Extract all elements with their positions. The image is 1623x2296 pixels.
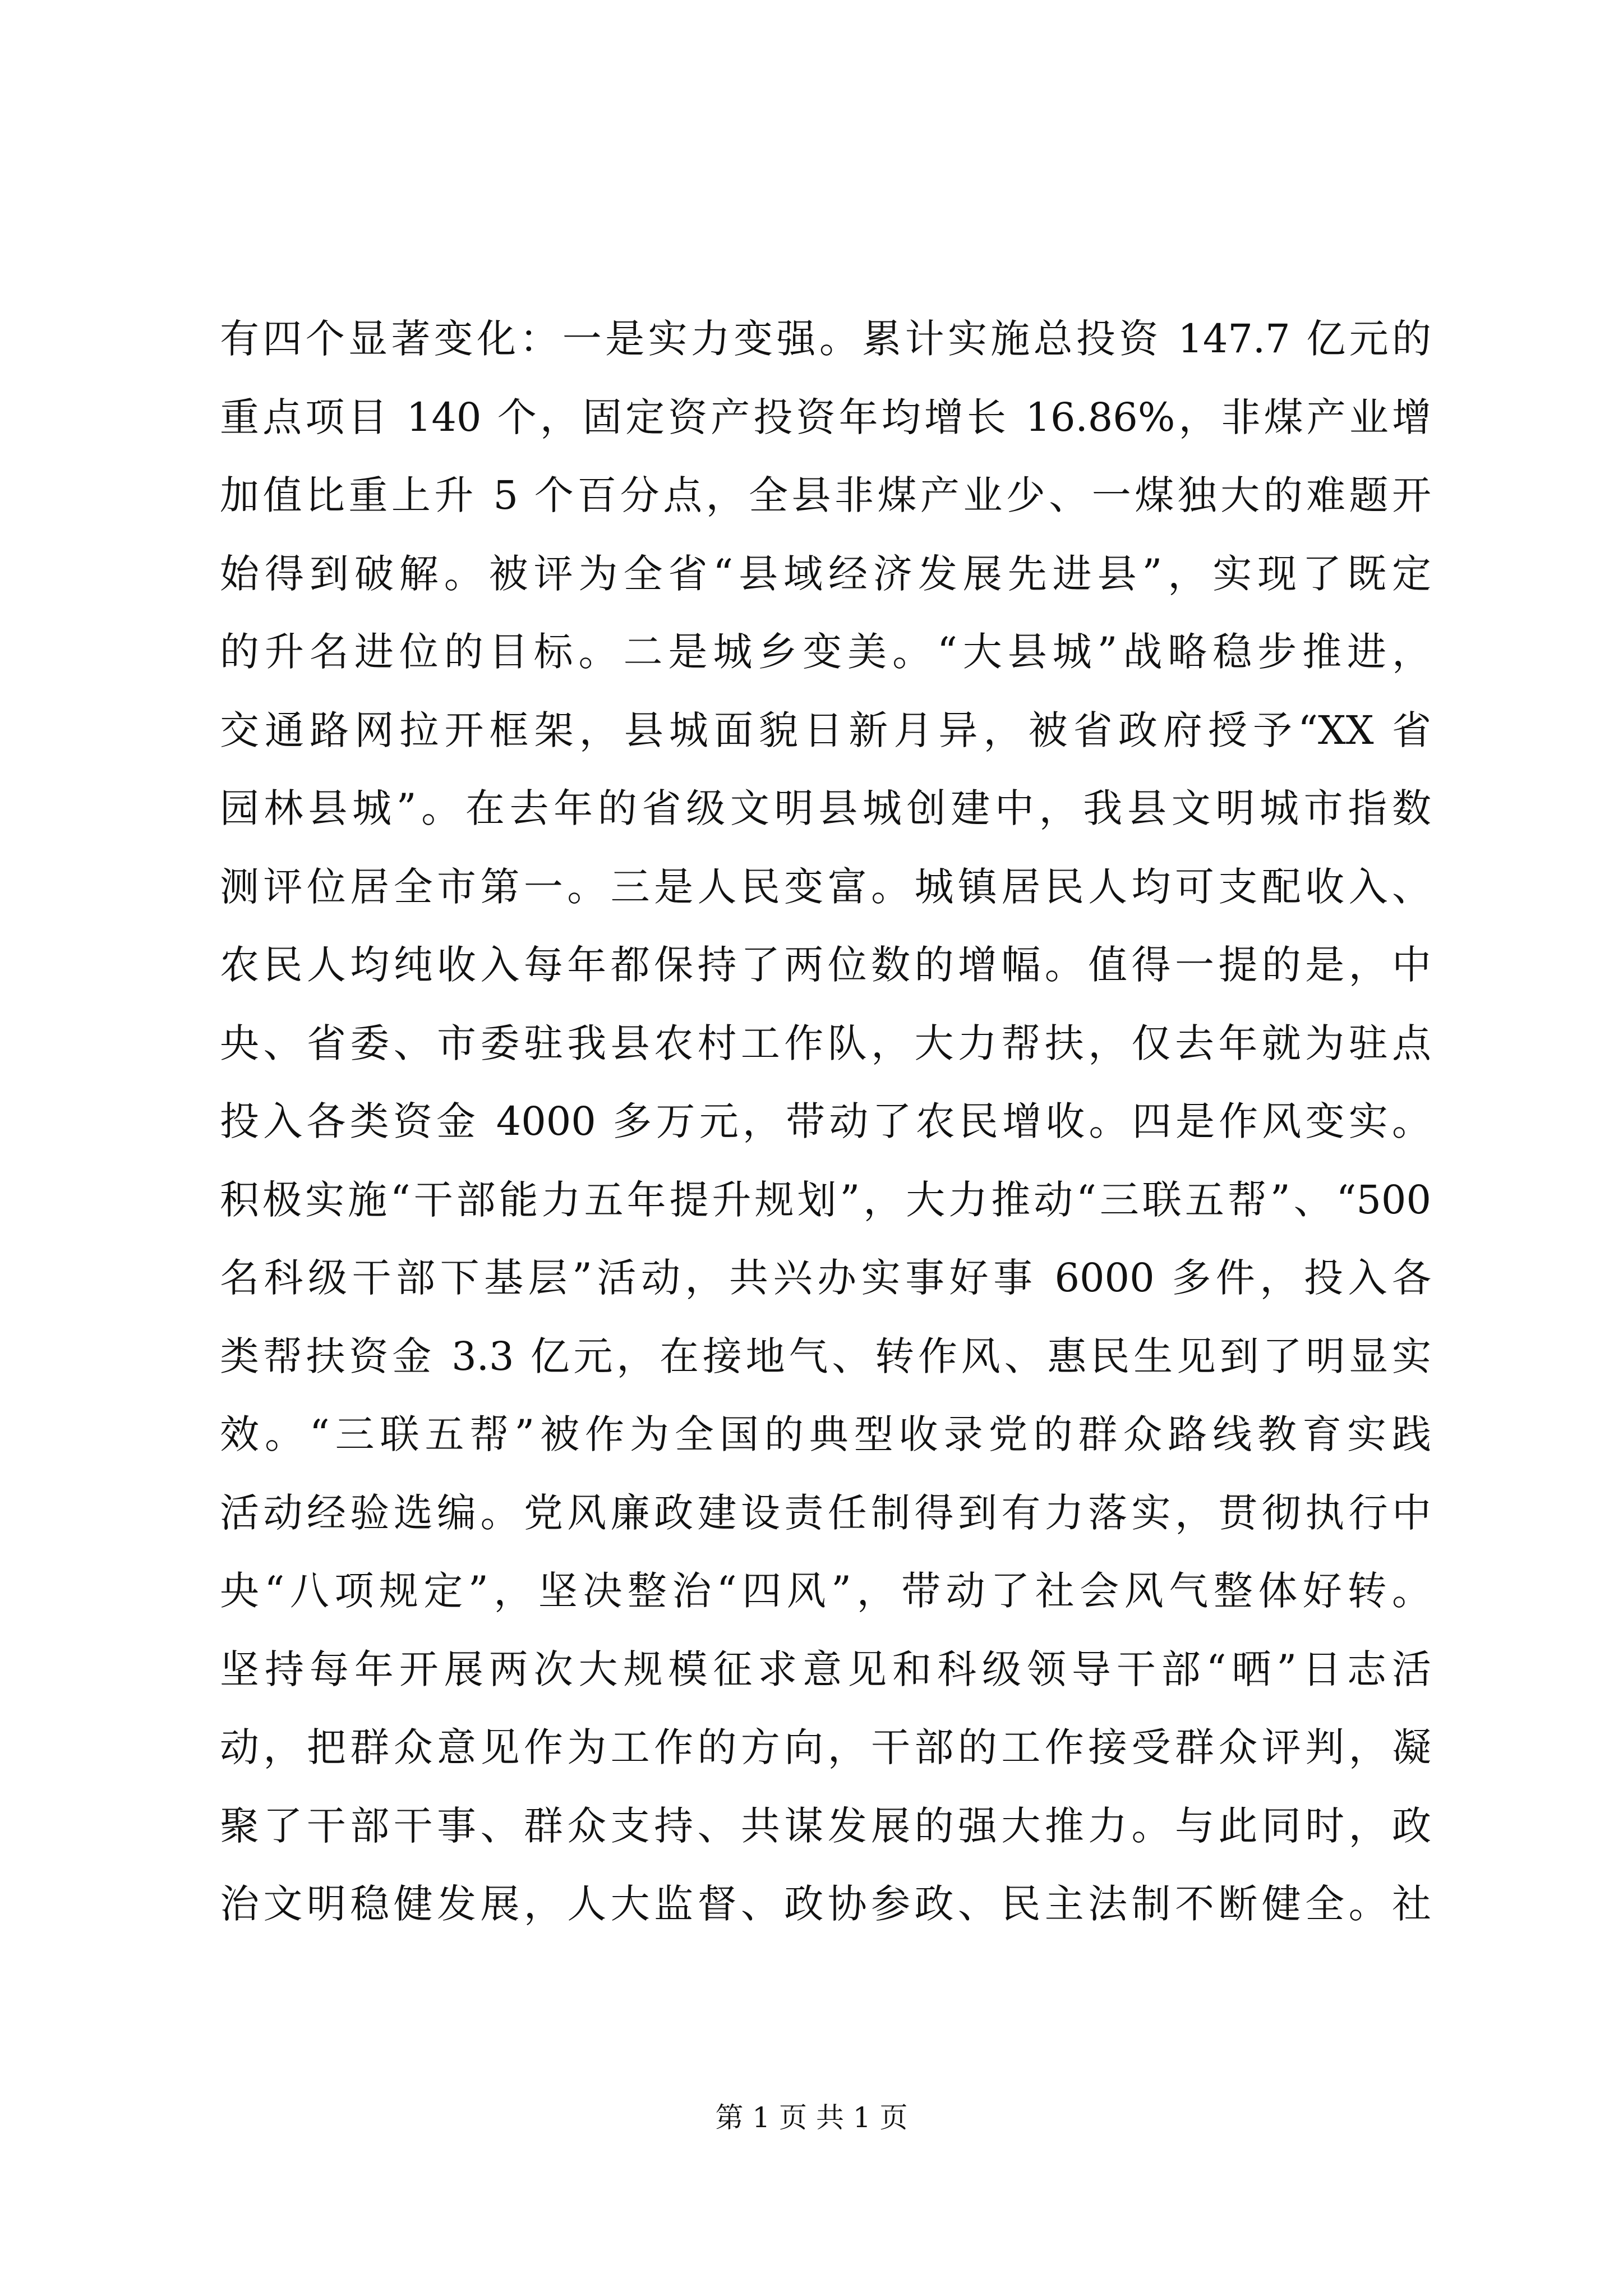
text-line: 央、省委、市委驻我县农村工作队，大力帮扶，仅去年就为驻点 [220,1020,1431,1066]
text-line: 交通路网拉开框架，县城面貌日新月异，被省政府授予“XX 省 [220,707,1431,753]
page-footer [0,2098,1623,2137]
text-line: 活动经验选编。党风廉政建设责任制得到有力落实，贯彻执行中 [220,1489,1431,1536]
text-line: 类帮扶资金 3.3 亿元，在接地气、转作风、惠民生见到了明显实 [220,1333,1431,1379]
text-line: 加值比重上升 5 个百分点，全县非煤产业少、一煤独大的难题开 [220,472,1431,518]
page-number-label: 第 1 页 共 1 页 [715,2101,908,2134]
text-line: 始得到破解。被评为全省“县域经济发展先进县”，实现了既定 [220,550,1431,597]
text-line: 治文明稳健发展，人大监督、政协参政、民主法制不断健全。社 [220,1881,1431,1927]
text-line: 效。“三联五帮”被作为全国的典型收录党的群众路线教育实践 [220,1411,1431,1457]
text-line: 坚持每年开展两次大规模征求意见和科级领导干部“晒”日志活 [220,1646,1431,1692]
text-line: 动，把群众意见作为工作的方向，干部的工作接受群众评判，凝 [220,1724,1431,1770]
text-line: 重点项目 140 个，固定资产投资年均增长 16.86%，非煤产业增 [220,394,1431,440]
text-line: 园林县城”。在去年的省级文明县城创建中，我县文明城市指数 [220,785,1431,831]
text-line: 央“八项规定”，坚决整治“四风”，带动了社会风气整体好转。 [220,1568,1431,1614]
body-paragraph [220,300,1431,1944]
text-line: 名科级干部下基层”活动，共兴办实事好事 6000 多件，投入各 [220,1255,1431,1301]
text-line: 农民人均纯收入每年都保持了两位数的增幅。值得一提的是，中 [220,942,1431,988]
text-line: 的升名进位的目标。二是城乡变美。“大县城”战略稳步推进， [220,629,1431,675]
text-line: 积极实施“干部能力五年提升规划”，大力推动“三联五帮”、“500 [220,1176,1431,1223]
text-line: 有四个显著变化：一是实力变强。累计实施总投资 147.7 亿元的 [220,316,1431,362]
text-line: 聚了干部干事、群众支持、共谋发展的强大推力。与此同时，政 [220,1802,1431,1849]
text-line: 投入各类资金 4000 多万元，带动了农民增收。四是作风变实。 [220,1098,1431,1144]
text-line: 测评位居全市第一。三是人民变富。城镇居民人均可支配收入、 [220,863,1431,910]
